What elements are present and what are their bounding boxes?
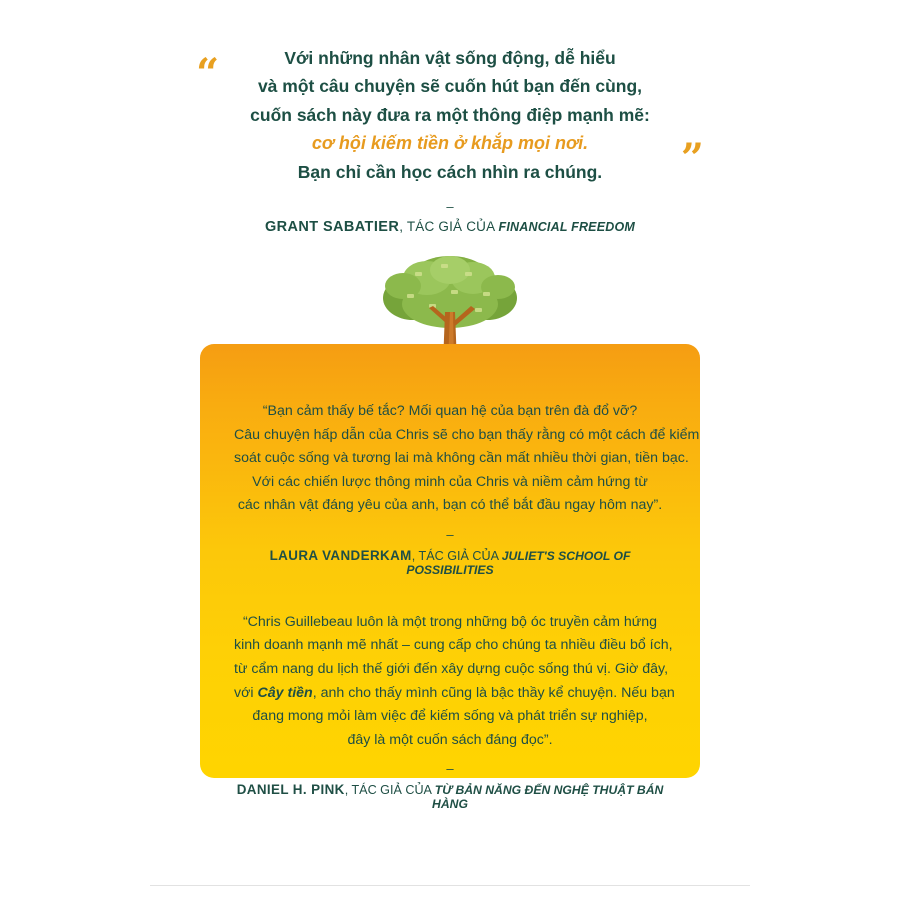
top-author-work: FINANCIAL FREEDOM: [498, 219, 636, 234]
card-spacer: [234, 577, 666, 611]
t2-line-1: “Chris Guillebeau luôn là một trong những bộ óc truyền cảm hứng: [242, 613, 658, 630]
t1-author-name: LAURA VANDERKAM: [269, 547, 412, 563]
t1-line-4: Với các chiến lược thông minh của Chris và niềm cảm hứng từ: [252, 473, 648, 490]
top-quote-final-line: Bạn chỉ cần học cách nhìn ra chúng.: [297, 162, 603, 183]
page-bottom-divider: [150, 885, 750, 886]
top-quote-line-1: Với những nhân vật sống động, dễ hiểu: [284, 48, 616, 68]
t1-attribution: [234, 548, 666, 577]
t2-line-2: kinh doanh mạnh mẽ nhất – cung cấp cho chúng ta nhiều điều bổ ích,: [234, 637, 673, 654]
t2-line-4: [234, 682, 675, 706]
card-testimonial-1: [234, 400, 700, 518]
t2-book-title: Cây tiền: [257, 684, 313, 701]
t2-line-4-suffix: , anh cho thấy mình cũng là bậc thầy kể chuyện. Nếu bạn: [312, 684, 675, 701]
t2-author-name: DANIEL H. PINK: [236, 782, 345, 798]
t2-dash: –: [446, 761, 454, 777]
t2-author-role: , TÁC GIẢ CỦA: [344, 783, 435, 798]
t1-line-2: Câu chuyện hấp dẫn của Chris sẽ cho bạn thấy rằng có một cách để kiểm: [234, 426, 700, 443]
t2-line-3: từ cẩm nang du lịch thế giới đến xây dựng cuộc sống thú vị. Giờ đây,: [234, 660, 669, 677]
t2-attribution: [234, 782, 666, 811]
t1-line-5: các nhân vật đáng yêu của anh, bạn có thể bắt đầu ngay hôm nay”.: [237, 497, 663, 514]
top-quote-line-3: cuốn sách này đưa ra một thông điệp mạnh mẽ:: [250, 104, 650, 125]
top-quote-text: [190, 44, 710, 187]
top-quote-line-2: và một câu chuyện sẽ cuốn hút bạn đến cùng,: [257, 76, 643, 97]
t1-line-3: soát cuộc sống và tương lai mà không cần mất nhiều thời gian, tiền bạc.: [234, 450, 689, 467]
t2-author-work: TỪ BẢN NĂNG ĐẾN NGHỆ THUẬT BÁN HÀNG: [432, 783, 664, 812]
top-author-name: GRANT SABATIER: [264, 218, 400, 235]
open-quote-icon: “: [196, 50, 220, 97]
t2-line-6: đây là một cuốn sách đáng đọc”.: [347, 731, 553, 748]
t1-author-work: JULIET'S SCHOOL OF POSSIBILITIES: [406, 548, 631, 577]
t2-line-4-prefix: với: [234, 684, 258, 701]
card-testimonial-2: [234, 611, 675, 752]
t1-dash: –: [446, 526, 454, 542]
t1-line-1: “Bạn cảm thấy bế tắc? Mối quan hệ của bạn trên đà đổ vỡ?: [262, 403, 638, 419]
close-quote-icon: ”: [680, 134, 704, 182]
t1-author-role: , TÁC GIẢ CỦA: [411, 548, 502, 563]
top-author-role: , TÁC GIẢ CỦA: [399, 218, 499, 234]
top-attribution: [0, 219, 900, 235]
top-quote-accent-line: cơ hội kiếm tiền ở khắp mọi nơi.: [311, 133, 589, 154]
top-testimonial: [0, 44, 900, 235]
t2-line-5: đang mong mỏi làm việc để kiếm sống và phát triển sự nghiệp,: [252, 708, 648, 725]
praise-card: [200, 344, 700, 812]
top-attrib-dash: –: [446, 198, 454, 214]
